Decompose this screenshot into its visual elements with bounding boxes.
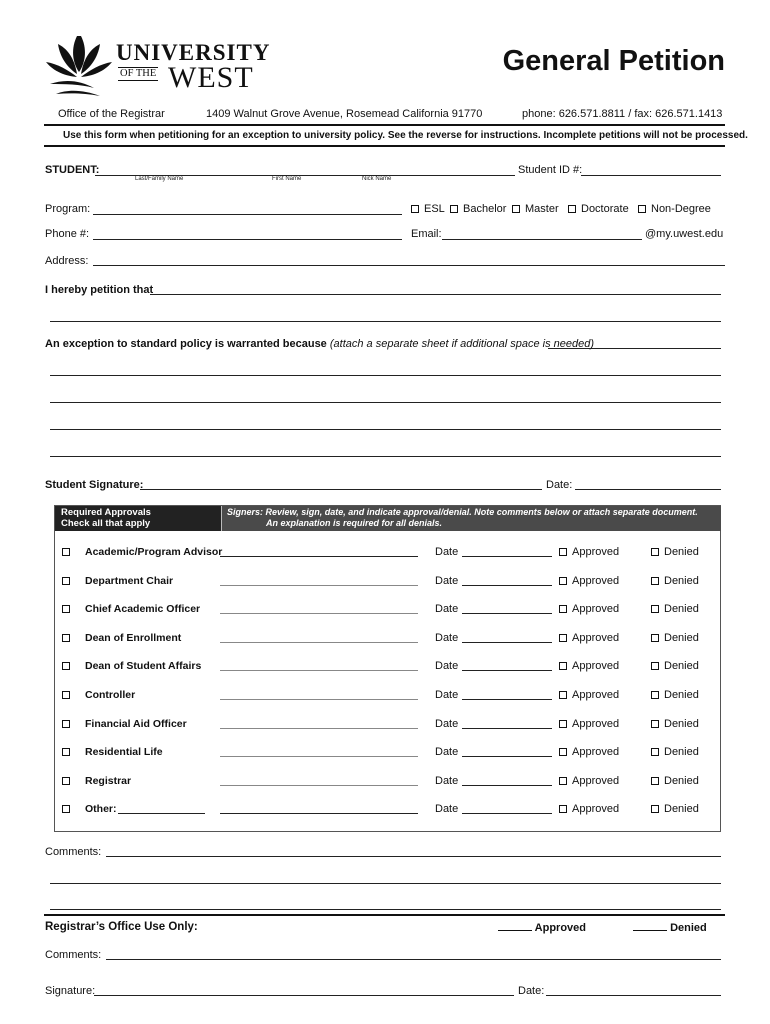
approver-date-field[interactable] [462,613,552,614]
approver-date-field[interactable] [462,756,552,757]
comments-field-line-3[interactable] [50,909,721,910]
logo-of-the: OF THE [120,68,157,79]
checkbox-icon[interactable] [651,634,659,642]
other-approver-field[interactable] [118,813,205,814]
approved-checkbox[interactable]: Approved [559,718,619,731]
approver-date-field[interactable] [462,585,552,586]
approved-checkbox[interactable]: Approved [559,689,619,702]
checkbox-icon[interactable] [559,691,567,699]
registrar-approved[interactable]: Approved [498,921,586,935]
first-name-caption: First Name [272,176,302,182]
checkbox-icon[interactable] [651,548,659,556]
approved-checkbox[interactable]: Approved [559,660,619,673]
checkbox-icon[interactable] [651,777,659,785]
exception-field-line-4[interactable] [50,429,721,430]
approver-other: Other: [85,803,117,815]
approver-date-label: Date [435,689,459,701]
approver-signature-field[interactable] [220,813,418,814]
exception-field[interactable] [548,348,721,349]
approver-signature-field[interactable] [220,585,418,586]
logo-west: WEST [168,61,254,94]
checkbox-icon[interactable] [651,577,659,585]
exception-field-line-5[interactable] [50,456,721,457]
approver-signature-field[interactable] [220,556,418,557]
approver-checkbox[interactable] [62,546,75,559]
checkbox-icon[interactable] [651,805,659,813]
address-label: Address: [45,255,89,267]
approver-financial-aid-officer: Financial Aid Officer [85,718,187,730]
program-option-bachelor[interactable]: Bachelor [450,203,506,216]
comments-field-line-2[interactable] [50,883,721,884]
approved-checkbox[interactable]: Approved [559,746,619,759]
approved-checkbox[interactable]: Approved [559,546,619,559]
approver-dean-of-enrollment: Dean of Enrollment [85,632,182,644]
program-field[interactable] [93,214,402,215]
checkbox-icon[interactable] [559,777,567,785]
approver-date-label: Date [435,632,459,644]
approver-checkbox[interactable] [62,803,75,816]
university-logo [44,32,271,98]
registrar-signature-field[interactable] [94,995,514,996]
checkbox-icon[interactable] [651,662,659,670]
checkbox-icon[interactable] [568,205,576,213]
approver-signature-field[interactable] [220,728,418,729]
phone-field[interactable] [93,239,402,240]
denied-checkbox[interactable]: Denied [651,718,699,731]
exception-field-line-2[interactable] [50,375,721,376]
petition-field[interactable] [150,294,721,295]
registrar-rule [44,914,725,916]
office-address: 1409 Walnut Grove Avenue, Rosemead California 91770 [206,108,483,120]
last-name-caption: Last/Family Name [135,176,184,182]
approver-signature-field[interactable] [220,642,418,643]
checkbox-icon[interactable] [651,748,659,756]
comments-label: Comments: [45,846,102,858]
registrar-title: Registrar’s Office Use Only: [45,921,198,933]
approver-date-label: Date [435,746,459,758]
approver-checkbox[interactable] [62,746,75,759]
email-label: Email: [411,228,442,240]
office-label: Office of the Registrar [58,108,165,120]
checkbox-icon[interactable] [559,662,567,670]
registrar-comments-field[interactable] [106,959,721,960]
signers-instructions: Signers: Review, sign, date, and indicate approval/denial. Note comments below or attach separate document. [227,507,698,517]
approver-signature-field[interactable] [220,670,418,671]
approver-date-field[interactable] [462,699,552,700]
checkbox-icon[interactable] [62,691,70,699]
approver-date-field[interactable] [462,556,552,557]
checkbox-icon[interactable] [651,605,659,613]
student-id-field[interactable] [581,175,721,176]
student-id-label: Student ID #: [518,164,583,176]
approver-date-field[interactable] [462,670,552,671]
approver-controller: Controller [85,689,136,701]
denied-checkbox[interactable]: Denied [651,660,699,673]
approver-checkbox[interactable] [62,718,75,731]
checkbox-icon[interactable] [559,634,567,642]
approver-signature-field[interactable] [220,756,418,757]
petition-label: I hereby petition that [45,284,154,296]
approver-date-label: Date [435,803,459,815]
approver-checkbox[interactable] [62,689,75,702]
approver-checkbox[interactable] [62,603,75,616]
registrar-signature-label: Signature: [45,985,96,997]
program-option-esl[interactable]: ESL [411,203,445,216]
approver-residential-life: Residential Life [85,746,163,758]
registrar-date-field[interactable] [546,995,721,996]
program-option-doctorate[interactable]: Doctorate [568,203,629,216]
check-all-label: Check all that apply [61,518,151,529]
checkbox-icon[interactable] [62,777,70,785]
checkbox-icon[interactable] [638,205,646,213]
checkbox-icon[interactable] [559,577,567,585]
program-label: Program: [45,203,91,215]
checkbox-icon[interactable] [62,577,70,585]
checkbox-icon[interactable] [62,662,70,670]
comments-field[interactable] [106,856,721,857]
denied-checkbox[interactable]: Denied [651,575,699,588]
student-date-label: Date: [546,479,573,491]
checkbox-icon[interactable] [651,720,659,728]
office-phone: phone: 626.571.8811 / fax: 626.571.1413 [522,108,723,120]
header-rule-bottom [44,145,725,147]
exception-label: An exception to standard policy is warranted because (attach a separate sheet if additional space is needed) [45,338,595,350]
program-option-non-degree[interactable]: Non-Degree [638,203,711,216]
checkbox-icon[interactable] [559,605,567,613]
student-signature-label: Student Signature: [45,479,144,491]
checkbox-icon[interactable] [62,805,70,813]
denied-checkbox[interactable]: Denied [651,632,699,645]
checkbox-icon[interactable] [651,691,659,699]
checkbox-icon[interactable] [512,205,520,213]
registrar-date-label: Date: [518,985,545,997]
denied-checkbox[interactable]: Denied [651,746,699,759]
approver-academic-program-advisor: Academic/Program Advisor [85,546,223,558]
program-option-master[interactable]: Master [512,203,559,216]
checkbox-icon[interactable] [62,748,70,756]
nick-name-caption: Nick Name [362,176,392,182]
approver-date-label: Date [435,575,459,587]
checkbox-icon[interactable] [62,720,70,728]
denied-checkbox[interactable]: Denied [651,803,699,816]
approver-checkbox[interactable] [62,660,75,673]
approver-checkbox[interactable] [62,632,75,645]
approved-checkbox[interactable]: Approved [559,803,619,816]
approver-date-field[interactable] [462,813,552,814]
approver-signature-field[interactable] [220,785,418,786]
approver-department-chair: Department Chair [85,575,174,587]
approved-checkbox[interactable]: Approved [559,575,619,588]
approved-checkbox[interactable]: Approved [559,603,619,616]
approver-date-label: Date [435,546,459,558]
approver-date-label: Date [435,718,459,730]
instructions-notice: Use this form when petitioning for an exception to university policy. See the reverse for instructions. Incomplete petitions will not be processed. [63,130,748,141]
checkbox-icon[interactable] [559,720,567,728]
approver-registrar: Registrar [85,775,132,787]
denied-checkbox[interactable]: Denied [651,603,699,616]
checkbox-icon[interactable] [450,205,458,213]
approved-checkbox[interactable]: Approved [559,775,619,788]
checkbox-icon[interactable] [559,748,567,756]
approver-date-label: Date [435,775,459,787]
header-rule [44,124,725,126]
student-date-field[interactable] [575,489,721,490]
petition-field-line-2[interactable] [50,321,721,322]
registrar-comments-label: Comments: [45,949,102,961]
denied-checkbox[interactable]: Denied [651,775,699,788]
checkbox-icon[interactable] [559,805,567,813]
approver-signature-field[interactable] [220,699,418,700]
approved-checkbox[interactable]: Approved [559,632,619,645]
approver-chief-academic-officer: Chief Academic Officer [85,603,201,615]
address-field[interactable] [93,265,725,266]
student-label: STUDENT: [45,164,100,176]
phone-label: Phone #: [45,228,90,240]
page-title: General Petition [502,45,725,77]
required-approvals-label: Required Approvals [61,507,151,518]
denial-explanation-note: An explanation is required for all denials. [266,518,443,528]
checkbox-icon[interactable] [62,634,70,642]
approver-date-label: Date [435,660,459,672]
denied-checkbox[interactable]: Denied [651,546,699,559]
approver-date-label: Date [435,603,459,615]
approver-date-field[interactable] [462,785,552,786]
checkbox-icon[interactable] [411,205,419,213]
checkbox-icon[interactable] [62,548,70,556]
checkbox-icon[interactable] [62,605,70,613]
logo-university: UNIVERSITY [116,40,271,65]
approver-checkbox[interactable] [62,775,75,788]
approver-dean-of-student-affairs: Dean of Student Affairs [85,660,202,672]
approver-date-field[interactable] [462,728,552,729]
lotus-icon [44,32,114,98]
student-signature-field[interactable] [140,489,542,490]
exception-field-line-3[interactable] [50,402,721,403]
approver-checkbox[interactable] [62,575,75,588]
checkbox-icon[interactable] [559,548,567,556]
approver-signature-field[interactable] [220,613,418,614]
denied-checkbox[interactable]: Denied [651,689,699,702]
email-field[interactable] [442,239,642,240]
approver-date-field[interactable] [462,642,552,643]
registrar-denied[interactable]: Denied [633,921,707,935]
email-domain: @my.uwest.edu [645,228,724,240]
